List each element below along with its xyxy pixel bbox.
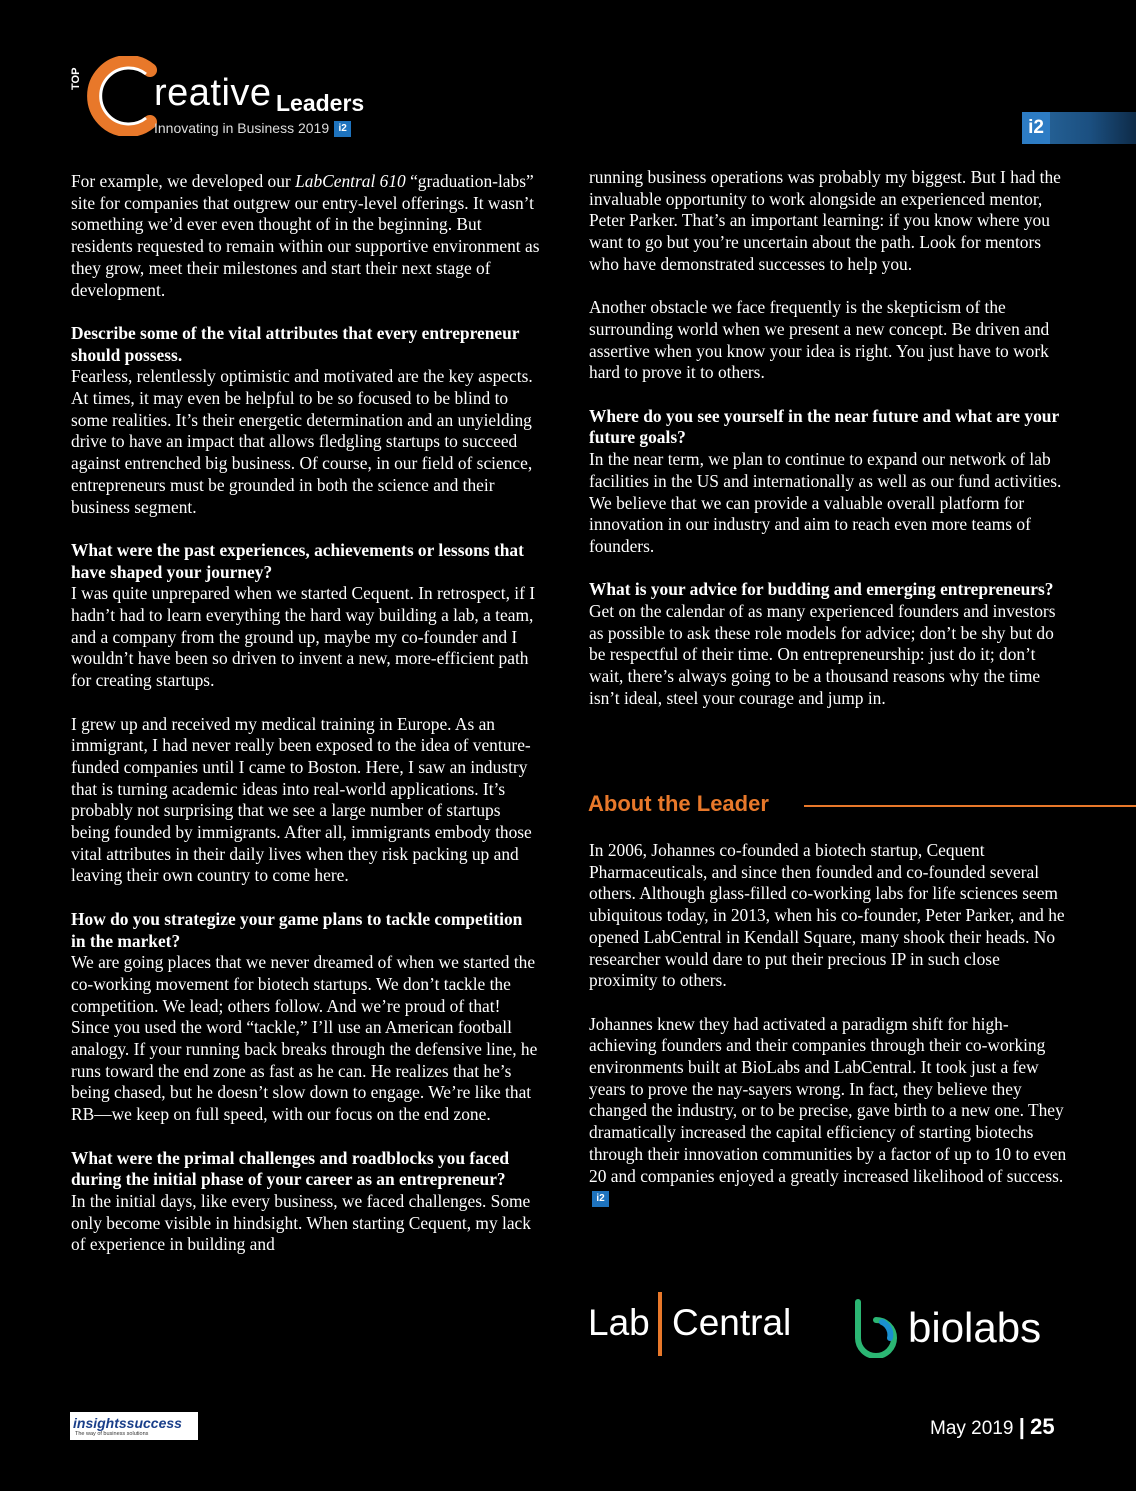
qa-block — [71, 909, 541, 1126]
c-swoosh-icon — [80, 56, 160, 136]
qa-block — [71, 540, 541, 692]
question: What is your advice for budding and emerging entrepreneurs? — [589, 579, 1054, 600]
biolabs-logo: biolabs — [848, 1298, 1068, 1358]
answer-paragraph: Another obstacle we face frequently is the skepticism of the surrounding world when we present a new concept. Be driven and assertive when you know your idea is right. You just have to work hard to prove it to others. — [589, 297, 1050, 383]
answer: Fearless, relentlessly optimistic and motivated are the key aspects. At times, it may even be helpful to be so focused to be blind to some realities. It’s their energetic determination and an unyielding drive to have an impact that allows fledgling startups to succeed against entrenched big business. Of course, in our field of science, entrepreneurs must be grounded in both the science and their business segment. — [71, 366, 533, 517]
about-the-leader-heading — [588, 791, 1136, 821]
biolabs-mark-icon — [848, 1298, 904, 1358]
end-i2-icon: i2 — [592, 1191, 609, 1207]
logo-divider — [658, 1292, 662, 1356]
title-leaders: Leaders — [276, 90, 365, 116]
qa-block — [589, 406, 1067, 558]
heading-rule — [804, 805, 1136, 807]
question: How do you strategize your game plans to tackle competition in the market? — [71, 908, 523, 951]
answer-paragraph: running business operations was probably my biggest. But I had the invaluable opportunity to work alongside an experienced mentor, Peter Parker. That’s an important learning: if you know where you want to go but you’re uncertain about the path. Look for mentors who have demonstrated successes to help you. — [589, 167, 1061, 274]
page-number: 25 — [1030, 1414, 1055, 1439]
section-title: About the Leader — [588, 791, 769, 816]
question: Where do you see yourself in the near future and what are your future goals? — [589, 405, 1059, 448]
magazine-header-logo — [70, 56, 390, 142]
answer: We are going places that we never dreamed of when we started the co-working movement for biotech startups. We don’t tackle the competition. We lead; others follow. And we’re proud of that! Since you used the word “tackle,” I’ll use an American football analogy. If your running back breaks through the defensive line, he runs toward the end zone as fast as he can. He realizes that he’s being chased, but he doesn’t slow down to engage. We’re like that RB—we keep on full speed, with our focus on the end zone. — [71, 952, 538, 1125]
insights-success-logo: insightssuccess The way of business solutions — [70, 1412, 198, 1440]
question: What were the primal challenges and roadblocks you faced during the initial phase of your career as an entrepreneur? — [71, 1147, 509, 1190]
question: Describe some of the vital attributes that every entrepreneur should possess. — [71, 322, 520, 365]
answer: Get on the calendar of as many experienced founders and investors as possible to ask these role models for advice; don’t be shy but do be respectful of their time. On entrepreneurship: just do it; don’t wait, there’s always going to be a thousand reasons why the time isn’t ideal, steel your courage and jump in. — [589, 601, 1056, 708]
left-column — [71, 171, 541, 1278]
qa-block — [71, 323, 541, 518]
header-subtitle: Innovating in Business 2019 i2 — [154, 120, 351, 137]
answer-paragraph: I grew up and received my medical training in Europe. As an immigrant, I had never really been exposed to the idea of venture-funded companies until I came to Boston. Here, I saw an industry that is turning academic ideas into real-world applications. It’s probably not surprising that we see a large number of startups being founded by immigrants. After all, immigrants embody those vital attributes in their daily lives when they risk packing up and leaving their own country to come here. — [71, 713, 532, 886]
labcentral-logo: Lab Central — [588, 1292, 808, 1356]
question: What were the past experiences, achievements or lessons that have shaped your journey? — [71, 539, 524, 582]
bio-paragraph: Johannes knew they had activated a paradigm shift for high-achieving founders and their companies through their co-working environments built at BioLabs and LabCentral. It took just a few years to prove the nay-sayers wrong. In fact, they believe they changed the industry, or to be precise, gave birth to a new one. They dramatically increased the capital efficiency of starting biotechs through their innovation communities by a factor of up to 10 to even 20 and companies enjoyed a greatly increased likelihood of success.i2 — [589, 1014, 1067, 1209]
qa-block — [71, 1148, 541, 1257]
i2-badge-icon: i2 — [334, 121, 351, 137]
answer: I was quite unprepared when we started Cequent. In retrospect, if I hadn’t had to learn everything the hard way building a lab, a team, and a company from the ground up, maybe my co-founder and I wouldn’t have been so driven to invent a new, more-efficient path for creating startups. — [71, 583, 536, 691]
qa-block — [589, 579, 1067, 709]
title-word: reative — [154, 72, 272, 114]
right-column — [589, 167, 1067, 731]
bio-section — [589, 840, 1067, 1231]
page-footer — [930, 1414, 1055, 1440]
bio-paragraph: In 2006, Johannes co-founded a biotech startup, Cequent Pharmaceuticals, and since then founded and co-founded several others. Although glass-filled co-working labs for life sciences seem ubiquitous today, in 2013, when his co-founder, Peter Parker, and he opened LabCentral in Kendall Square, many shook their heads. No researcher would dare to put their precious IP in such close proximity to others. — [589, 840, 1065, 991]
issue-date: May 2019 — [930, 1418, 1014, 1439]
separator: | — [1018, 1414, 1025, 1439]
answer: In the initial days, like every business, we faced challenges. Some only become visible in hindsight. When starting Cequent, my lack of experience in building and — [71, 1190, 531, 1255]
answer: In the near term, we plan to continue to expand our network of lab facilities in the US and internationally as well as our fund activities. We believe that we can provide a valuable overall platform for innovation in our industry and aim to reach even more teams of founders. — [589, 449, 1062, 556]
top-label: TOP — [70, 67, 82, 90]
intro-paragraph: For example, we developed our LabCentral 610 “graduation-labs” site for companies that outgrew our entry-level offerings. It wasn’t something we’d ever even thought of in the beginning. But residents requested to remain within our supportive environment as they grow, meet their milestones and start their next stage of development. — [71, 171, 540, 300]
corner-i2-icon: i2 — [1022, 112, 1050, 144]
